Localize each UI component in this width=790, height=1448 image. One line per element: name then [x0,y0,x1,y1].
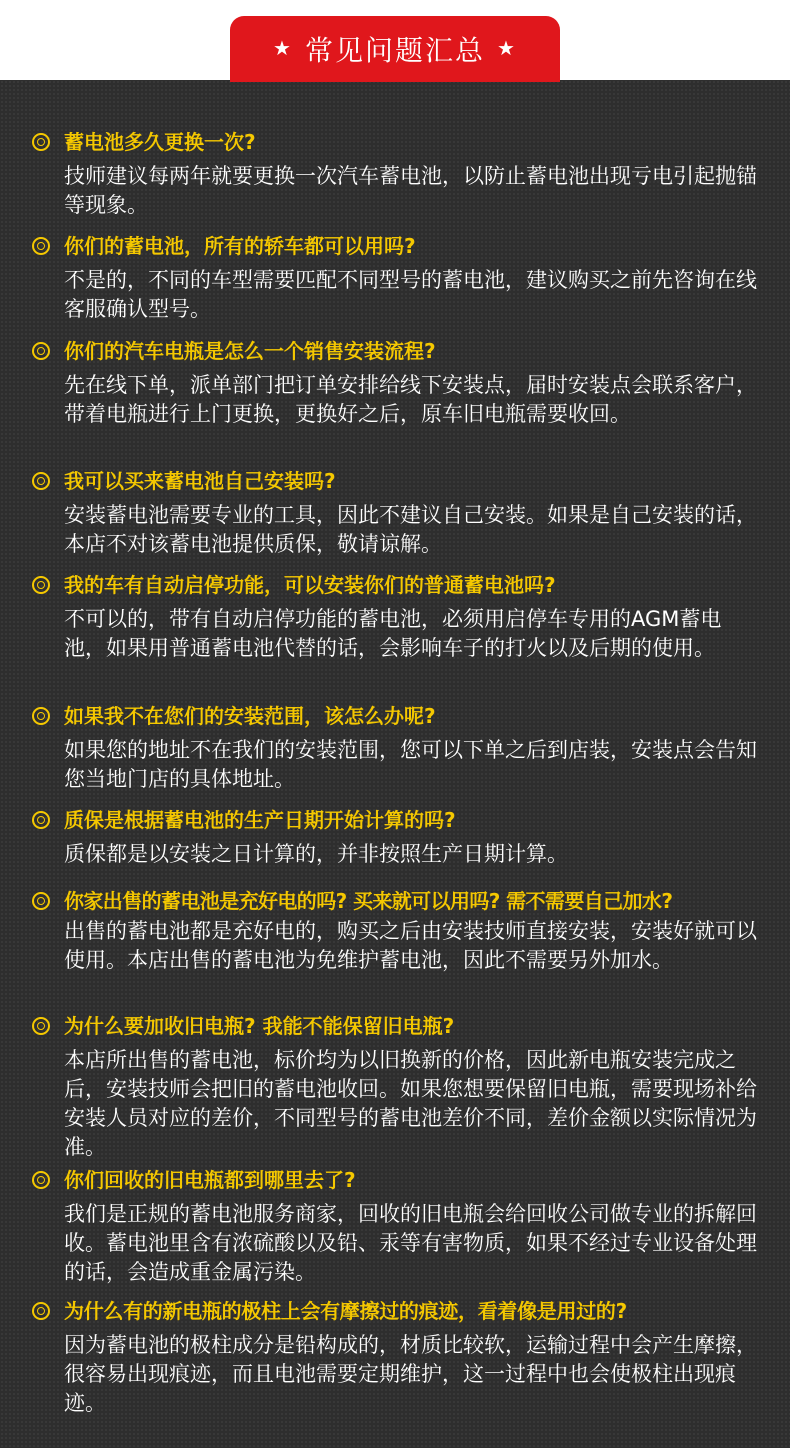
bullseye-icon [32,133,50,151]
bullseye-icon [32,1171,50,1189]
bullseye-icon [32,472,50,490]
faq-question-text: 蓄电池多久更换一次? [64,130,256,154]
bullseye-icon [32,892,50,910]
faq-question-text: 为什么要加收旧电瓶? 我能不能保留旧电瓶? [64,1014,455,1038]
faq-answer-text: 不是的，不同的车型需要匹配不同型号的蓄电池，建议购买之前先咨询在线客服确认型号。 [64,268,757,321]
faq-question [0,1297,790,1329]
faq-question-text: 你们的汽车电瓶是怎么一个销售安装流程? [64,339,436,363]
faq-answer-text: 如果您的地址不在我们的安装范围，您可以下单之后到店装，安装点会告知您当地门店的具体地址。 [64,738,757,791]
bullseye-icon [32,576,50,594]
faq-question-text: 我可以买来蓄电池自己安装吗? [64,469,336,493]
faq-answer-text: 质保都是以安装之日计算的，并非按照生产日期计算。 [64,842,568,866]
bullseye-icon [32,811,50,829]
faq-answer-text: 安装蓄电池需要专业的工具，因此不建议自己安装。如果是自己安装的话，本店不对该蓄电池提供质保，敬请谅解。 [64,503,757,556]
bullseye-icon [32,237,50,255]
faq-answer-text: 不可以的，带有自动启停功能的蓄电池，必须用启停车专用的AGM蓄电池，如果用普通蓄电池代替的话，会影响车子的打火以及后期的使用。 [64,607,722,660]
bullseye-icon [32,1302,50,1320]
faq-question [0,571,790,603]
faq-answer-text: 因为蓄电池的极柱成分是铅构成的，材质比较软，运输过程中会产生摩擦，很容易出现痕迹，而且电池需要定期维护，这一过程中也会使极柱出现痕迹。 [64,1333,757,1415]
bullseye-icon [32,342,50,360]
faq-answer-text: 出售的蓄电池都是充好电的，购买之后由安装技师直接安装，安装好就可以使用。本店出售的蓄电池为免维护蓄电池，因此不需要另外加水。 [64,919,757,972]
faq-question-text: 如果我不在您们的安装范围，该怎么办呢? [64,704,436,728]
faq-question [0,1166,790,1198]
faq-question-text: 质保是根据蓄电池的生产日期开始计算的吗? [64,808,456,832]
faq-question-text: 你们的蓄电池，所有的轿车都可以用吗? [64,234,416,258]
faq-question [0,128,790,160]
faq-answer-text: 技师建议每两年就要更换一次汽车蓄电池，以防止蓄电池出现亏电引起抛锚等现象。 [64,164,757,217]
faq-question [0,806,790,838]
faq-question [0,232,790,264]
faq-question-text: 我的车有自动启停功能，可以安装你们的普通蓄电池吗? [64,573,556,597]
faq-answer-text: 本店所出售的蓄电池，标价均为以旧换新的价格，因此新电瓶安装完成之后，安装技师会把旧的蓄电池收回。如果您想要保留旧电瓶，需要现场补给安装人员对应的差价，不同型号的蓄电池差价不同，差价金额以实际情况为准。 [64,1048,757,1159]
faq-question-text: 你们回收的旧电瓶都到哪里去了? [64,1168,356,1192]
faq-question [0,467,790,499]
faq-question-text: 你家出售的蓄电池是充好电的吗? 买来就可以用吗? 需不需要自己加水? [64,889,673,913]
page-title: 常见问题汇总 [304,34,485,67]
faq-question [0,887,790,919]
bullseye-icon [32,707,50,725]
faq-answer-text: 我们是正规的蓄电池服务商家，回收的旧电瓶会给回收公司做专业的拆解回收。蓄电池里含有浓硫酸以及铅、汞等有害物质，如果不经过专业设备处理的话，会造成重金属污染。 [64,1202,757,1284]
star-icon: ★ [273,36,293,60]
faq-question [0,1012,790,1044]
star-icon: ★ [497,36,517,60]
faq-answer-text: 先在线下单，派单部门把订单安排给线下安装点，届时安装点会联系客户，带着电瓶进行上门更换，更换好之后，原车旧电瓶需要收回。 [64,373,757,426]
bullseye-icon [32,1017,50,1035]
faq-question-text: 为什么有的新电瓶的极柱上会有摩擦过的痕迹，看着像是用过的? [64,1299,627,1323]
faq-question [0,702,790,734]
faq-question [0,337,790,369]
header-tab [230,16,560,82]
